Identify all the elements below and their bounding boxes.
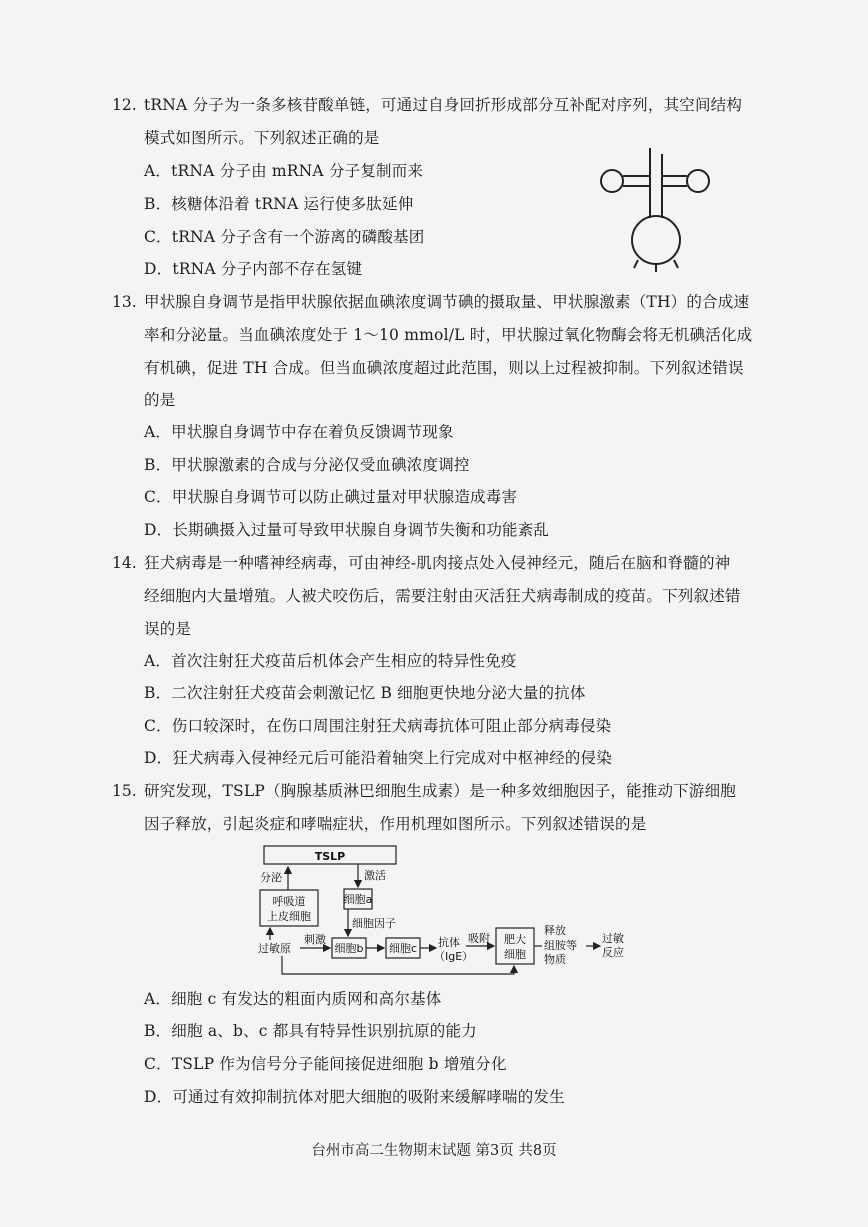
option-c: C．伤口较深时，在伤口周围注射狂犬病毒抗体可阻止部分病毒侵染	[144, 717, 612, 735]
allergen-label: 过敏原	[258, 942, 291, 955]
option-a: A．甲状腺自身调节中存在着负反馈调节现象	[144, 423, 454, 441]
option-b: B．核糖体沿着 tRNA 运行使多肽延伸	[144, 195, 414, 213]
question-stem-line: 误的是	[144, 620, 192, 638]
option-b: B．细胞 a、b、c 都具有特异性识别抗原的能力	[144, 1022, 477, 1040]
option-c: C．tRNA 分子含有一个游离的磷酸基团	[144, 228, 425, 246]
cell-c-label: 细胞c	[388, 942, 418, 955]
question-stem-line: 的是	[144, 391, 176, 409]
trna-structure-figure	[590, 140, 730, 272]
question-stem-line: 经细胞内大量增殖。人被犬咬伤后，需要注射由灭活狂犬病毒制成的疫苗。下列叙述错	[144, 587, 741, 605]
antibody-label-2: （IgE）	[434, 950, 474, 963]
reaction-label-1: 过敏	[602, 932, 624, 945]
release-label-3: 物质	[544, 953, 566, 966]
option-d: D．tRNA 分子内部不存在氢键	[144, 260, 363, 278]
option-a: A．tRNA 分子由 mRNA 分子复制而来	[144, 162, 424, 180]
option-c: C．TSLP 作为信号分子能间接促进细胞 b 增殖分化	[144, 1055, 507, 1073]
question-stem-line: 率和分泌量。当血碘浓度处于 1～10 mmol/L 时，甲状腺过氧化物酶会将无机碘活化成	[144, 326, 753, 344]
tslp-label: TSLP	[314, 850, 346, 863]
question-stem-line: 模式如图所示。下列叙述正确的是	[144, 129, 380, 147]
option-b: B．二次注射狂犬疫苗会刺激记忆 B 细胞更快地分泌大量的抗体	[144, 684, 586, 702]
option-d: D．可通过有效抑制抗体对肥大细胞的吸附来缓解哮喘的发生	[144, 1088, 565, 1106]
epithelium-label-1: 呼吸道	[272, 895, 306, 908]
question-stem-line: tRNA 分子为一条多核苷酸单链，可通过自身回折形成部分互补配对序列，其空间结构	[144, 96, 743, 114]
question-stem-line: 有机碘，促进 TH 合成。但当血碘浓度超过此范围，则以上过程被抑制。下列叙述错误	[144, 359, 744, 377]
release-label-2: 组胺等	[544, 939, 577, 952]
question-stem-line: 研究发现，TSLP（胸腺基质淋巴细胞生成素）是一种多效细胞因子，能推动下游细胞	[144, 782, 736, 800]
question-stem-line: 甲状腺自身调节是指甲状腺依据血碘浓度调节碘的摄取量、甲状腺激素（TH）的合成速	[144, 293, 750, 311]
secrete-label: 分泌	[260, 871, 282, 884]
question-number: 13.	[112, 293, 137, 311]
mast-cell-label-1: 肥大	[504, 933, 526, 946]
option-c: C．甲状腺自身调节可以防止碘过量对甲状腺造成毒害	[144, 488, 518, 506]
question-stem-line: 狂犬病毒是一种嗜神经病毒，可由神经-肌肉接点处入侵神经元，随后在脑和脊髓的神	[144, 554, 731, 572]
question-stem-line: 因子释放，引起炎症和哮喘症状，作用机理如图所示。下列叙述错误的是	[144, 815, 647, 833]
option-d: D．狂犬病毒入侵神经元后可能沿着轴突上行完成对中枢神经的侵染	[144, 749, 612, 767]
question-number: 14.	[112, 554, 137, 572]
question-number: 15.	[112, 782, 137, 800]
cytokine-label: 细胞因子	[352, 917, 396, 930]
option-a: A．首次注射狂犬疫苗后机体会产生相应的特异性免疫	[144, 652, 517, 670]
option-b: B．甲状腺激素的合成与分泌仅受血碘浓度调控	[144, 456, 470, 474]
cell-a-label: 细胞a	[343, 893, 373, 906]
epithelium-label-2: 上皮细胞	[267, 910, 311, 923]
release-label-1: 释放	[544, 924, 566, 937]
question-number: 12.	[112, 96, 137, 114]
page-footer: 台州市高二生物期末试题 第3页 共8页	[311, 1143, 557, 1159]
option-d: D．长期碘摄入过量可导致甲状腺自身调节失衡和功能紊乱	[144, 521, 550, 539]
antibody-label-1: 抗体	[438, 936, 460, 949]
cell-b-label: 细胞b	[334, 942, 364, 955]
activate-label: 激活	[364, 869, 386, 882]
mast-cell-label-2: 细胞	[504, 948, 526, 961]
stimulate-label: 刺激	[304, 933, 326, 946]
reaction-label-2: 反应	[602, 946, 624, 959]
option-a: A．细胞 c 有发达的粗面内质网和高尔基体	[144, 990, 442, 1008]
adsorb-label: 吸附	[468, 932, 490, 945]
tslp-mechanism-diagram	[250, 842, 650, 984]
